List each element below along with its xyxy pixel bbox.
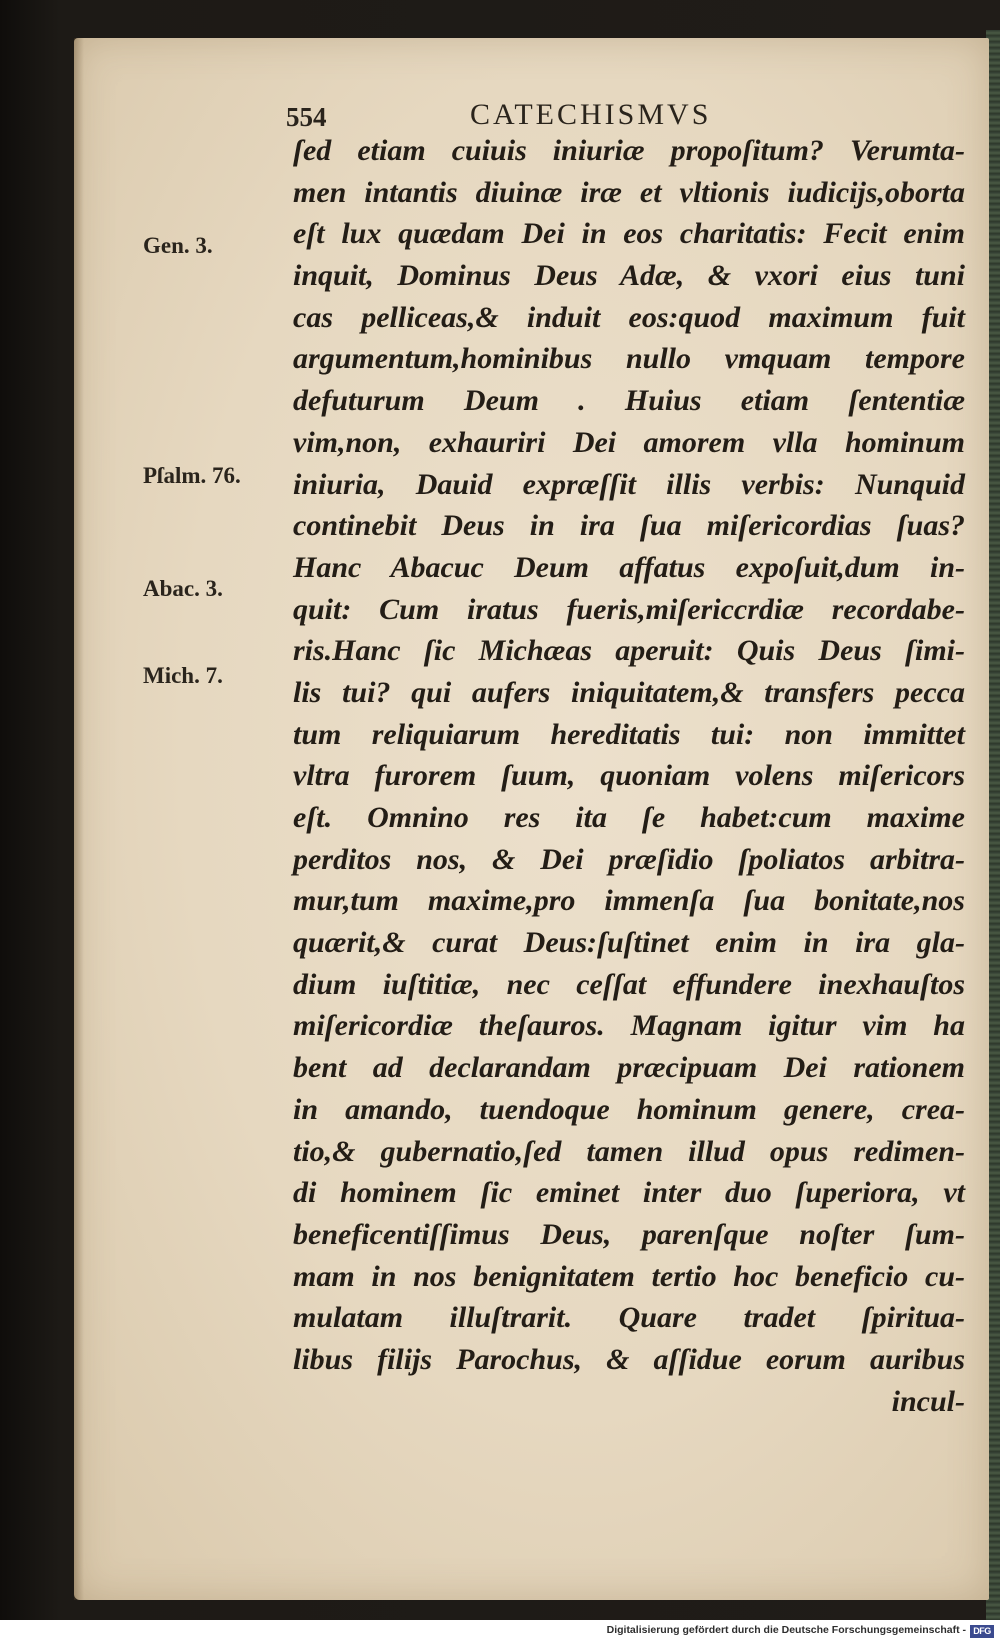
text-line: eſt lux quædam Dei in eos charitatis: Fecit enim [293, 217, 965, 251]
page-number: 554 [286, 102, 327, 132]
margin-note-micheas: Mich. 7. [143, 663, 223, 688]
text-line: beneficentiſſimus Deus, parenſque noſter ſum- [293, 1217, 965, 1251]
text-line: vltra furorem ſuum, quoniam volens miſericors [293, 759, 965, 793]
text-line: mam in nos benignitatem tertio hoc beneficio cu- [293, 1259, 965, 1293]
text-line: libus filijs Parochus, & aſſidue eorum auribus [293, 1342, 965, 1376]
text-line: in amando, tuendoque hominum genere, crea- [293, 1092, 965, 1126]
text-line: di hominem ſic eminet inter duo ſuperiora, vt [293, 1176, 965, 1210]
text-line: ris.Hanc ſic Michæas aperuit: Quis Deus ſimi- [293, 634, 965, 668]
text-line: quærit,& curat Deus:ſuſtinet enim in ira gla- [293, 926, 965, 960]
footer-bar [0, 1620, 1000, 1645]
text-line: eſt. Omnino res ita ſe habet:cum maxime [293, 801, 965, 834]
dfg-logo: DFG [970, 1625, 994, 1638]
text-line: men intantis diuinæ iræ et vltionis iudicijs,oborta [293, 175, 965, 209]
text-line: inquit, Dominus Deus Adæ, & vxori eius tuni [293, 259, 965, 293]
text-line: iniuria, Dauid expræſſit illis verbis: Nunquid [293, 467, 965, 501]
text-line: bent ad declarandam præcipuam Dei rationem [293, 1051, 965, 1085]
text-line: continebit Deus in ira ſua miſericordias ſuas? [293, 509, 965, 543]
text-line: lis tui? qui aufers iniquitatem,& transfers pecca [293, 675, 965, 709]
text-line: cas pelliceas,& induit eos:quod maximum fuit [293, 300, 965, 334]
text-line: quit: Cum iratus fueris,miſericcrdiæ recordabe- [293, 592, 965, 626]
page-gutter-shadow [74, 38, 84, 1600]
text-line: miſericordiæ theſauros. Magnam igitur vim ha [293, 1009, 965, 1043]
text-line: tio,& gubernatio,ſed tamen illud opus redimen- [293, 1134, 965, 1168]
text-line: argumentum,hominibus nullo vmquam tempore [293, 342, 965, 376]
text-line: Hanc Abacuc Deum affatus expoſuit,dum in- [293, 550, 965, 584]
text-line: defuturum Deum . Huius etiam ſententiæ [293, 384, 965, 418]
text-line: mur,tum maxime,pro immenſa ſua bonitate,nos [293, 884, 965, 918]
text-line: ſed etiam cuiuis iniuriæ propoſitum? Verumta- [293, 134, 965, 167]
text-line: mulatam illuſtrarit. Quare tradet ſpiritua- [293, 1301, 965, 1335]
text-line: perditos nos, & Dei præſidio ſpoliatos arbitra- [293, 842, 965, 876]
text-line: tum reliquiarum hereditatis tui: non immittet [293, 717, 965, 751]
catchword: incul- [891, 1384, 965, 1418]
margin-note-genesis: Gen. 3. [143, 233, 213, 258]
funding-credit: Digitalisierung gefördert durch die Deutsche Forschungsgemeinschaft - [606, 1624, 966, 1636]
margin-note-abacuc: Abac. 3. [143, 576, 223, 601]
margin-note-psalm: Pſalm. 76. [143, 463, 241, 488]
running-title: CATECHISMVS [470, 98, 712, 131]
text-line: dium iuſtitiæ, nec ceſſat effundere inexhauſtos [293, 967, 965, 1001]
body-text [293, 130, 965, 1422]
text-line: vim,non, exhauriri Dei amorem vlla hominum [293, 425, 965, 459]
